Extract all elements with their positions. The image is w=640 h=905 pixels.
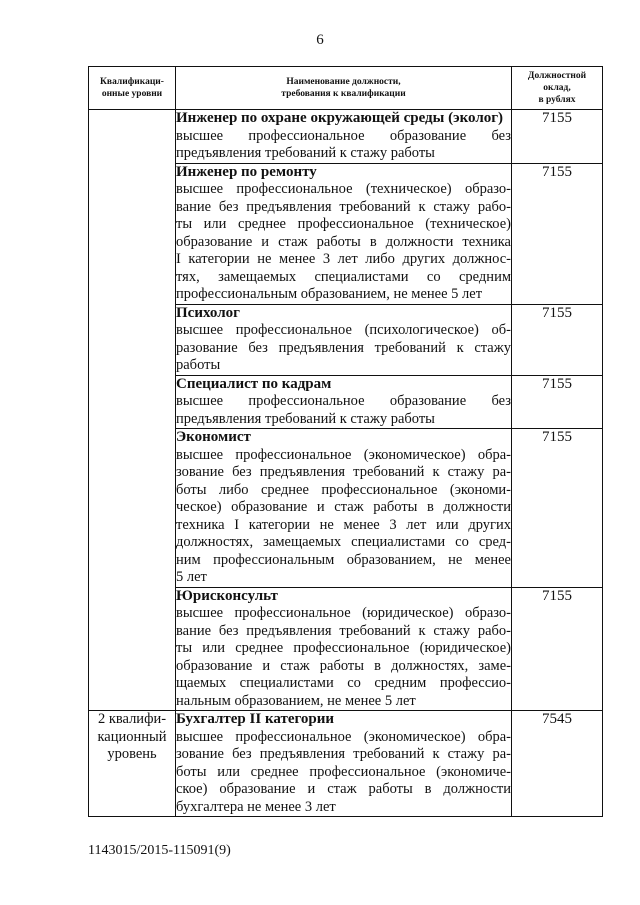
requirement-line: бухгалтера не менее 3 лет [176, 798, 336, 815]
position-title: Экономист [176, 429, 251, 445]
position-cell [176, 304, 512, 375]
header-salary-line: оклад, [543, 83, 571, 93]
header-salary-line: Должностной [527, 71, 587, 81]
requirement-line: предъявления требований к стажу работы [176, 145, 435, 161]
position-requirements [176, 128, 511, 163]
position-title: Инженер по охране окружающей среды (эколог) [176, 110, 504, 126]
position-title: Специалист по кадрам [176, 375, 332, 392]
position-cell [176, 429, 512, 588]
requirement-line: боты либо среднее профессиональное (экономи- [176, 481, 511, 498]
requirement-line: тях, замещаемых специалистами со средним [176, 268, 511, 285]
requirement-line: техника I категории не менее 3 лет или других [176, 516, 511, 533]
position-requirements [176, 181, 511, 304]
requirement-line: зование без предъявления требований к стажу ра- [176, 464, 511, 480]
requirement-line: образование и стаж работы в должности техника [176, 233, 511, 250]
requirement-line: высшее профессиональное (экономическое) обра- [176, 728, 511, 745]
header-qualification-level [89, 67, 176, 110]
requirement-line: 5 лет [176, 569, 207, 585]
salary-cell: 7155 [512, 163, 603, 304]
requirement-line: высшее профессиональное образование без [176, 393, 511, 409]
qualification-level-cell [89, 110, 176, 711]
table-row [89, 711, 603, 817]
requirement-line: высшее профессиональное образование без [176, 127, 511, 144]
salary-cell: 7155 [512, 587, 603, 711]
table-row [89, 110, 603, 164]
requirement-line: вание без предъявления требований к стажу рабо- [176, 622, 511, 639]
requirement-line: ское) образование и стаж работы в должности [176, 781, 511, 797]
position-requirements [176, 605, 511, 710]
qualification-level-cell [89, 711, 176, 817]
salary-cell: 7155 [512, 375, 603, 429]
requirement-line: I категории не менее 3 лет либо других должнос- [176, 251, 511, 267]
requirement-line: предъявления требований к стажу работы [176, 410, 435, 427]
position-cell [176, 163, 512, 304]
qualification-table [88, 66, 603, 817]
qualification-level-line: 2 квалифи- [97, 711, 167, 727]
requirement-line: зование без предъявления требований к стажу ра- [176, 746, 511, 762]
position-requirements [176, 322, 511, 375]
position-requirements [176, 447, 511, 587]
salary-cell: 7545 [512, 711, 603, 817]
requirement-line: ты или среднее профессиональное (техническое) [176, 216, 511, 232]
position-cell [176, 587, 512, 711]
requirement-line: работы [176, 357, 221, 373]
requirement-line: вание без предъявления требований к стажу рабо- [176, 198, 511, 215]
requirement-line: образование и стаж работы в должностях, заме- [176, 657, 511, 674]
requirement-line: ним профессиональным образованием, не менее [176, 551, 511, 568]
salary-cell: 7155 [512, 429, 603, 588]
document-code: 1143015/2015-115091(9) [88, 843, 231, 858]
requirement-line: высшее профессиональное (психологическое) об- [176, 322, 511, 338]
header-salary-line: в рублях [538, 95, 576, 105]
position-title: Психолог [176, 304, 240, 321]
position-requirements [176, 393, 511, 428]
qualification-level-line: кационный [97, 728, 167, 745]
requirement-line: должностях, замещаемых специалистами со сред- [176, 534, 511, 550]
qualification-level-line: уровень [107, 746, 157, 762]
salary-cell: 7155 [512, 110, 603, 164]
header-position-line: Наименование должности, [286, 77, 401, 87]
position-title: Юрисконсульт [176, 587, 278, 604]
table-header-row [89, 67, 603, 110]
requirement-line: нальным образованием, не менее 5 лет [176, 692, 416, 709]
requirement-line: высшее профессиональное (техническое) образо- [176, 181, 511, 197]
header-level-line: онные уровни [101, 89, 163, 99]
requirement-line: щаемых специалистами со средним профессио- [176, 675, 511, 691]
position-cell [176, 375, 512, 429]
requirement-line: боты или среднее профессиональное (экономиче- [176, 763, 511, 780]
requirement-line: разование без предъявления требований к стажу [176, 339, 511, 356]
header-position-name [176, 67, 512, 110]
requirement-line: профессиональным образованием, не менее 5 лет [176, 286, 483, 302]
requirement-line: высшее профессиональное (экономическое) обра- [176, 446, 511, 463]
position-requirements [176, 729, 511, 817]
page-number: 6 [316, 32, 324, 48]
requirement-line: высшее профессиональное (юридическое) образо- [176, 605, 511, 621]
header-position-line: требования к квалификации [281, 89, 406, 99]
position-cell [176, 110, 512, 164]
header-salary [512, 67, 603, 110]
requirement-line: ты или среднее профессиональное (юридическое) [176, 640, 511, 656]
requirement-line: ческое) образование и стаж работы в должности [176, 499, 511, 515]
position-title: Инженер по ремонту [176, 163, 317, 180]
position-title: Бухгалтер II категории [176, 711, 335, 727]
salary-cell: 7155 [512, 304, 603, 375]
header-level-line: Квалификаци- [100, 77, 164, 87]
position-cell [176, 711, 512, 817]
